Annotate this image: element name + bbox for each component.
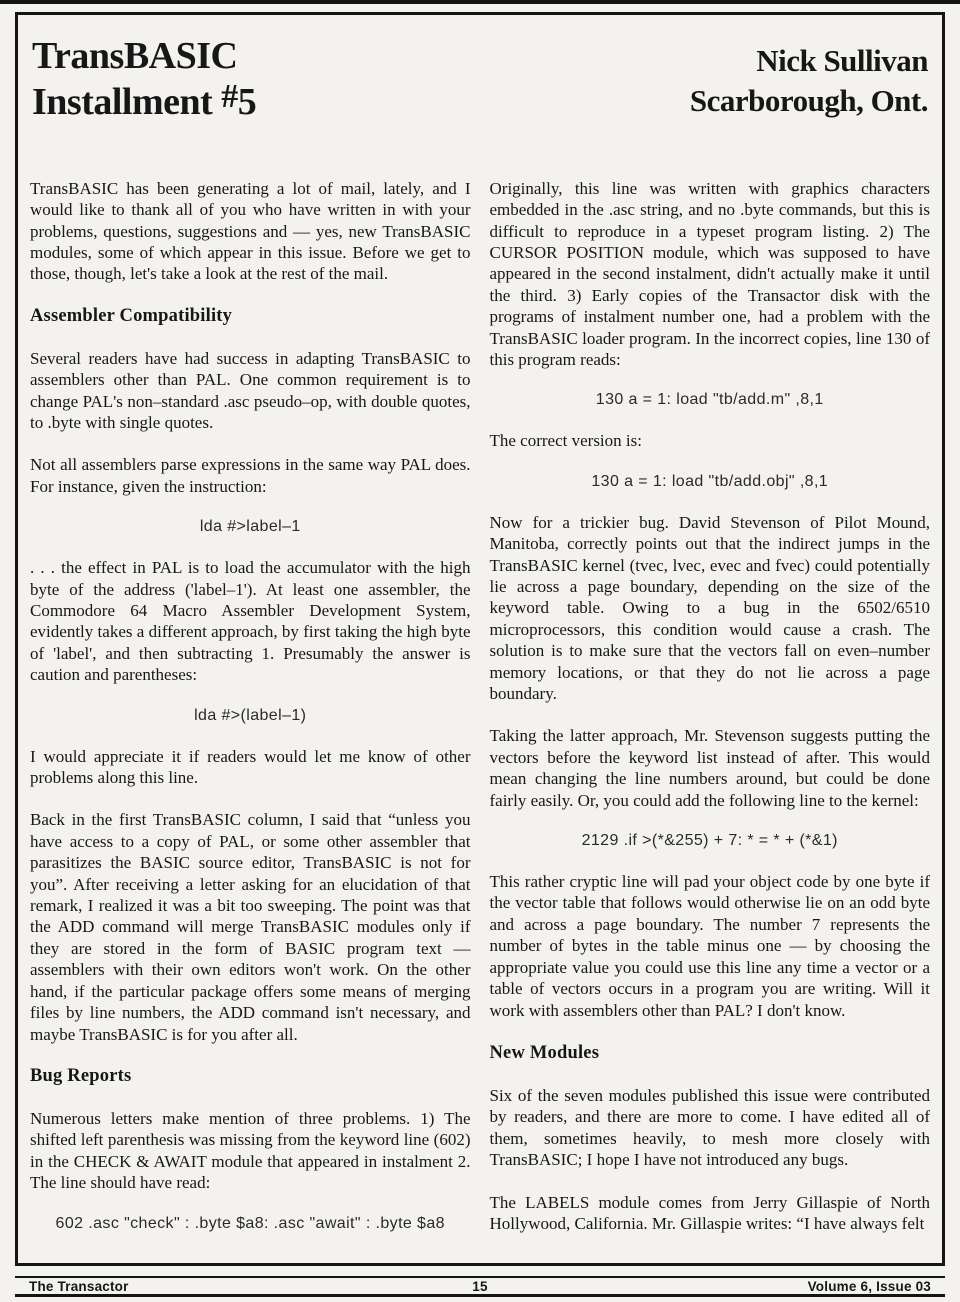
paragraph-correct-version: The correct version is:	[489, 431, 642, 451]
hash-symbol: #	[221, 78, 238, 116]
left-column	[30, 178, 471, 1256]
paragraph-adapting-assemblers: Several readers have had success in adapting TransBASIC to assemblers other than PAL. One common requirement is to change PAL's non–standard .asc pseudo–op, with double quotes, to .byte with single quotes.	[30, 348, 471, 432]
paragraph-appreciate-feedback: I would appreciate it if readers would let me know of other problems along this line.	[30, 746, 471, 788]
paragraph-cryptic-line: This rather cryptic line will pad your object code by one byte if the vector table that follows would otherwise lie on an odd byte and across a page boundary. The number 7 represents the number of bytes in the table minus one –– by choosing the appropriate value you could use this line any time a vector or a table of vectors occurs in a program you are writing. Will it work with assemblers other than PAL? I don't know.	[489, 872, 930, 1020]
title-line-1: TransBASIC	[32, 35, 238, 77]
title-line-2	[32, 78, 257, 124]
code-line-lda-label: lda #>label–1	[199, 518, 301, 536]
code-line-130-incorrect: 130 a = 1: load "tb/add.m" ,8,1	[595, 391, 824, 409]
paragraph-first-column-quote: Back in the first TransBASIC column, I said that “unless you have access to a copy of PAL, or some other assembler that parasitizes the BASIC source editor, TransBASIC is not for you”. After receiving a letter asking for an elucidation of that remark, I realized it was a bit too sweeping. The point was that the ADD command will merge TransBASIC modules only if they are stored in the form of BASIC program text –– assemblers with their own editors won't work. On the other hand, if the particular package offers some means of merging files by line numbers, the ADD command isn't necessary, and maybe TransBASIC is for you after all.	[30, 810, 471, 1044]
page-footer	[15, 1276, 945, 1297]
intro-paragraph: TransBASIC has been generating a lot of mail, lately, and I would like to thank all of you who have written in with your problems, questions, suggestions and –– yes, new TransBASIC modules, some of which appear in this issue. Before we get to those, though, let's take a look at the rest of the mail.	[30, 178, 471, 284]
footer-issue: Volume 6, Issue 03	[807, 1278, 932, 1294]
code-line-lda-label-parens: lda #>(label–1)	[194, 706, 307, 724]
article-title	[32, 33, 256, 126]
article-byline	[690, 33, 928, 120]
paragraph-three-problems: Numerous letters make mention of three problems. 1) The shifted left parenthesis was missing from the keyword line (602) in the CHECK & AWAIT module that appeared in instalment 2. The line should have read:	[30, 1108, 471, 1193]
article-body	[30, 178, 930, 1256]
page-frame	[15, 12, 945, 1266]
title-number: 5	[237, 81, 257, 124]
section-heading-new-modules: New Modules	[489, 1042, 600, 1063]
section-heading-assembler-compatibility: Assembler Compatibility	[30, 305, 233, 326]
right-column	[490, 178, 931, 1256]
paragraph-six-modules: Six of the seven modules published this issue were contributed by readers, and there are more to come. I have edited all of them, sometimes heavily, to mesh more closely with TransBASIC; I hope I have not introduced any bugs.	[489, 1085, 930, 1170]
paragraph-originally-graphics: Originally, this line was written with graphics characters embedded in the .asc string, and no .byte commands, but this is difficult to reproduce in a typeset program listing. 2) The CURSOR POSITION module, which was supposed to have appeared in the second instalment, didn't actually make it until the third. 3) Early copies of the Transactor disk with the programs of instalment number one, had a problem with the TransBASIC loader program. In the incorrect copies, line 130 of this program reads:	[489, 178, 930, 369]
paragraph-trickier-bug: Now for a trickier bug. David Stevenson of Pilot Mound, Manitoba, correctly points out that the indirect jumps in the TransBASIC kernel (tvec, lvec, evec and fvec) could potentially lie across a page boundary, depending on the size of the keyword table. Owing to a bug in the 6502/6510 microprocessors, this condition would cause a crash. The solution is to make sure that the vectors fall on even–number memory locations, or that they do not lie across a page boundary.	[489, 512, 930, 704]
paragraph-pal-effect: . . . the effect in PAL is to load the accumulator with the high byte of the address ('label–1'). At least one assembler, the Commodore 64 Macro Assembler Development System, evidently takes a different approach, by first taking the high byte of 'label', and then subtracting 1. Presumably the answer is caution and parentheses:	[30, 558, 471, 685]
code-line-130-correct: 130 a = 1: load "tb/add.obj" ,8,1	[591, 472, 829, 490]
paragraph-labels-module: The LABELS module comes from Jerry Gillaspie of North Hollywood, California. Mr. Gillaspie writes: “I have always felt	[489, 1192, 930, 1233]
title-word: Installment	[32, 81, 213, 124]
paragraph-parse-expressions: Not all assemblers parse expressions in the same way PAL does. For instance, given the instruction:	[30, 455, 471, 496]
byline-author: Nick Sullivan	[756, 43, 928, 78]
byline-location: Scarborough, Ont.	[689, 82, 928, 118]
code-line-2129: 2129 .if >(*&255) + 7: * = * + (*&1)	[581, 832, 838, 850]
scan-edge	[0, 0, 960, 4]
article-header	[30, 33, 930, 126]
section-heading-bug-reports: Bug Reports	[30, 1065, 132, 1086]
paragraph-latter-approach: Taking the latter approach, Mr. Stevenson suggests putting the vectors before the keyword list instead of after. This would mean changing the line numbers around, but could be done fairly easily. Or, you could add the following line to the kernel:	[489, 726, 930, 810]
code-line-602: 602 .asc "check" : .byte $a8: .asc "await" : .byte $a8	[55, 1214, 445, 1232]
footer-magazine-name: The Transactor	[29, 1278, 129, 1294]
footer-page-number: 15	[472, 1278, 488, 1294]
